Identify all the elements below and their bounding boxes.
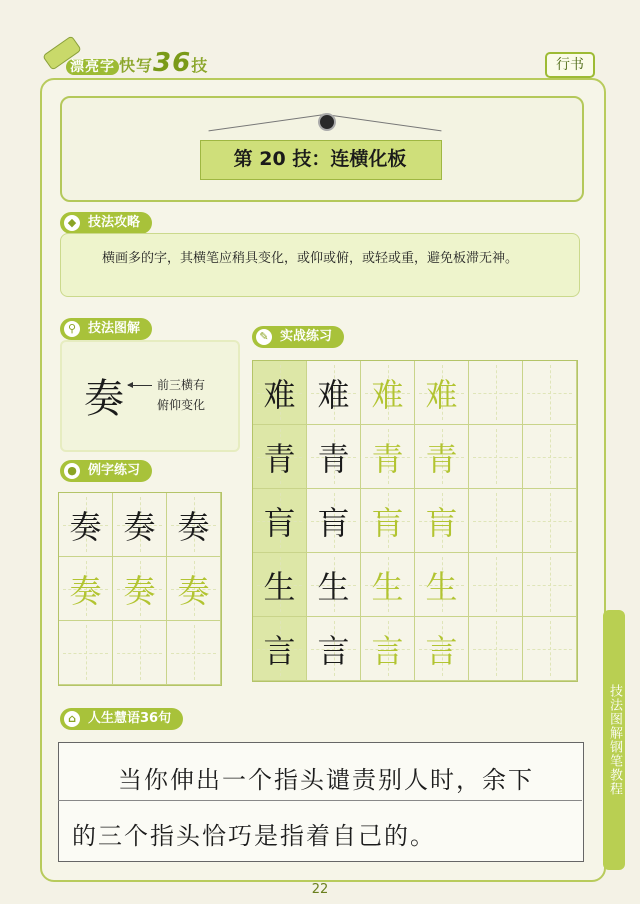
grid-cell bbox=[469, 617, 523, 681]
practice-character: 奏 bbox=[177, 571, 210, 610]
section-diagram-header bbox=[60, 318, 152, 340]
grid-cell bbox=[253, 361, 307, 425]
practice-character: 言 bbox=[317, 631, 350, 670]
diamond-icon: ◆ bbox=[64, 215, 80, 231]
grid-cell bbox=[469, 425, 523, 489]
practice-character: 奏 bbox=[177, 507, 210, 546]
section-diagram-label: 技法图解 bbox=[88, 321, 141, 336]
grid-cell bbox=[307, 361, 361, 425]
grid-cell bbox=[523, 489, 577, 553]
motto-line1: 当你伸出一个指头谴责别人时，余下 bbox=[118, 766, 534, 794]
practice-character: 难 bbox=[371, 375, 404, 414]
practice-character: 肓 bbox=[371, 503, 404, 542]
grid-cell bbox=[253, 425, 307, 489]
grid-cell bbox=[469, 489, 523, 553]
practice-character: 难 bbox=[425, 375, 458, 414]
grid-cell bbox=[113, 493, 167, 557]
pin-icon bbox=[318, 113, 336, 131]
house-icon: ⌂ bbox=[64, 711, 80, 727]
section-practice-header bbox=[252, 326, 344, 348]
practice-character: 言 bbox=[425, 631, 458, 670]
grid-cell bbox=[307, 489, 361, 553]
practice-character: 言 bbox=[371, 631, 404, 670]
brand-part-b: 快写 bbox=[119, 56, 154, 75]
section-tips-label: 技法攻略 bbox=[88, 215, 141, 230]
section-motto-label: 人生慧语36句 bbox=[88, 711, 172, 726]
practice-character: 难 bbox=[263, 375, 296, 414]
grid-cell bbox=[523, 361, 577, 425]
brand-part-a: 漂亮字 bbox=[66, 59, 119, 75]
grid-cell bbox=[361, 361, 415, 425]
section-practice-label: 实战练习 bbox=[280, 329, 333, 344]
grid-cell bbox=[361, 489, 415, 553]
pen-icon: ✎ bbox=[256, 329, 272, 345]
grid-cell bbox=[523, 553, 577, 617]
grid-cell bbox=[307, 425, 361, 489]
diagram-character: 奏 bbox=[84, 376, 124, 422]
grid-cell bbox=[253, 617, 307, 681]
grid-cell bbox=[523, 425, 577, 489]
practice-character: 肓 bbox=[263, 503, 296, 542]
section-examples-header bbox=[60, 460, 152, 482]
practice-character: 青 bbox=[425, 439, 458, 478]
motto-rule bbox=[58, 800, 582, 801]
practice-character: 生 bbox=[263, 567, 296, 606]
practice-character: 青 bbox=[371, 439, 404, 478]
magnifier-icon: ⚲ bbox=[64, 321, 80, 337]
practice-character: 生 bbox=[317, 567, 350, 606]
book-brand bbox=[66, 48, 208, 78]
grid-cell bbox=[167, 621, 221, 685]
person-icon: ● bbox=[64, 463, 80, 479]
page-number: 22 bbox=[311, 882, 329, 897]
grid-cell bbox=[415, 617, 469, 681]
practice-character: 肓 bbox=[317, 503, 350, 542]
brand-number: 36 bbox=[153, 48, 192, 78]
diagram-note-line1: 前三横有 bbox=[157, 378, 206, 392]
practice-character: 奏 bbox=[69, 571, 102, 610]
arrow-left-icon bbox=[128, 385, 152, 386]
brand-part-c: 技 bbox=[191, 56, 209, 75]
practice-grid bbox=[252, 360, 578, 682]
grid-cell bbox=[113, 621, 167, 685]
grid-cell bbox=[361, 553, 415, 617]
grid-cell bbox=[253, 553, 307, 617]
section-examples-label: 例字练习 bbox=[88, 463, 141, 478]
grid-cell bbox=[167, 557, 221, 621]
grid-cell bbox=[253, 489, 307, 553]
grid-cell bbox=[415, 553, 469, 617]
section-tips-header bbox=[60, 212, 152, 234]
grid-cell bbox=[59, 493, 113, 557]
motto-line2: 的三个指头恰巧是指着自己的。 bbox=[72, 822, 436, 850]
practice-character: 肓 bbox=[425, 503, 458, 542]
practice-character: 奏 bbox=[69, 507, 102, 546]
example-grid bbox=[58, 492, 222, 686]
grid-cell bbox=[361, 617, 415, 681]
grid-cell bbox=[59, 557, 113, 621]
grid-cell bbox=[361, 425, 415, 489]
diagram-note-line2: 俯仰变化 bbox=[157, 398, 206, 412]
practice-character: 奏 bbox=[123, 571, 156, 610]
grid-cell bbox=[523, 617, 577, 681]
side-label: 技法图解钢笔教程 bbox=[603, 610, 625, 870]
script-style-tag: 行书 bbox=[545, 52, 595, 78]
grid-cell bbox=[415, 489, 469, 553]
grid-cell bbox=[307, 617, 361, 681]
grid-cell bbox=[113, 557, 167, 621]
grid-cell bbox=[415, 425, 469, 489]
grid-cell bbox=[307, 553, 361, 617]
tips-text: 横画多的字，其横笔应稍具变化，或仰或俯，或轻或重，避免板滞无神。 bbox=[102, 251, 519, 266]
grid-cell bbox=[59, 621, 113, 685]
section-motto-header bbox=[60, 708, 183, 730]
practice-character: 青 bbox=[263, 439, 296, 478]
practice-character: 青 bbox=[317, 439, 350, 478]
practice-character: 奏 bbox=[123, 507, 156, 546]
grid-cell bbox=[469, 553, 523, 617]
practice-character: 生 bbox=[371, 567, 404, 606]
grid-cell bbox=[167, 493, 221, 557]
practice-character: 言 bbox=[263, 631, 296, 670]
grid-cell bbox=[415, 361, 469, 425]
lesson-title: 第 20 技：连横化板 bbox=[233, 148, 407, 170]
practice-character: 生 bbox=[425, 567, 458, 606]
practice-character: 难 bbox=[317, 375, 350, 414]
grid-cell bbox=[469, 361, 523, 425]
